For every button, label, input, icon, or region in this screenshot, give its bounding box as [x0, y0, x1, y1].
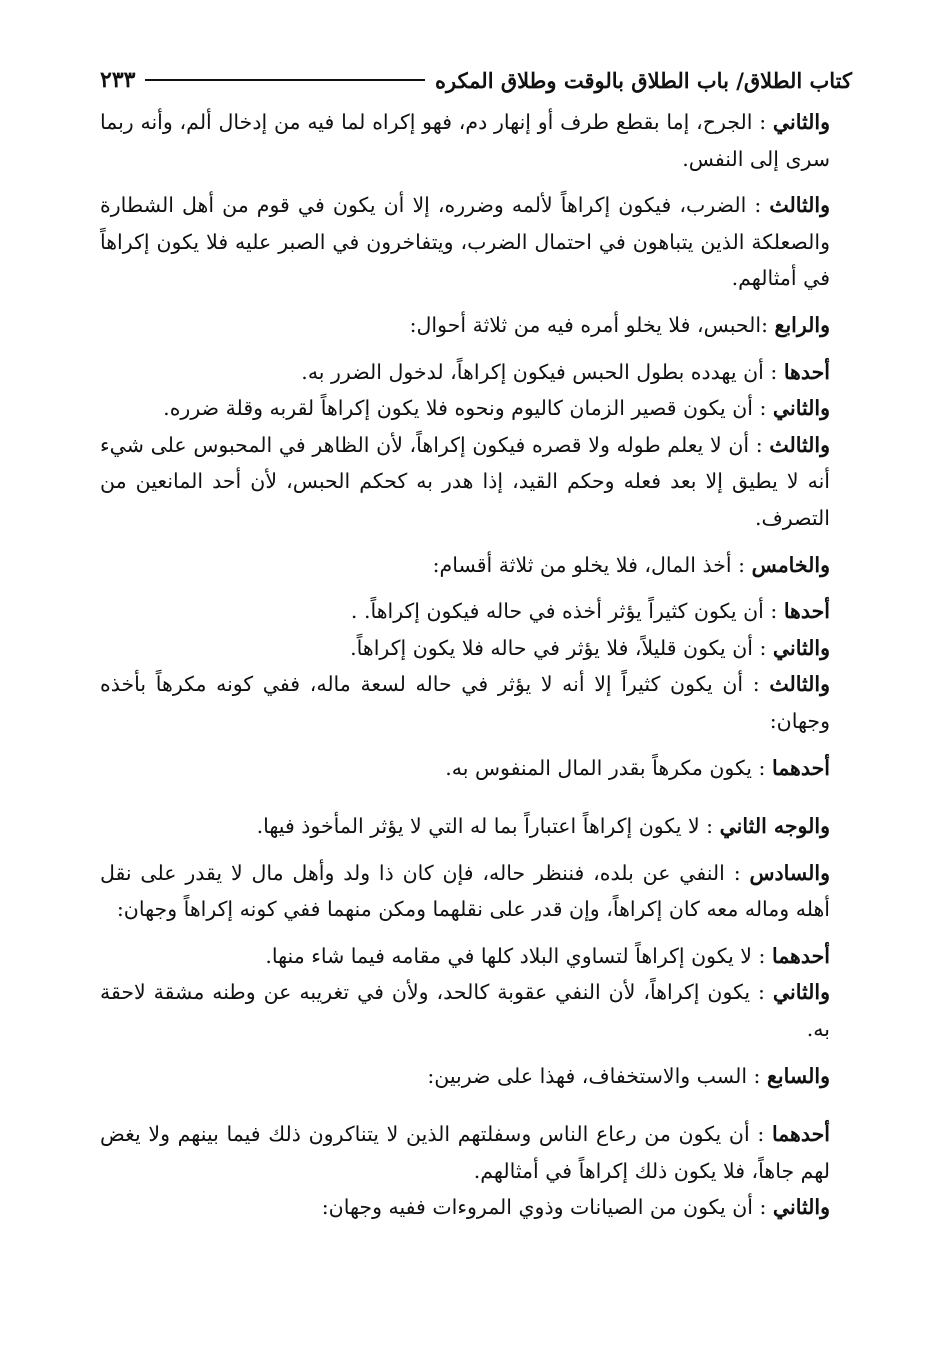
paragraph-text: : يكون إكراهاً، لأن النفي عقوبة كالحد، ولأن في تغريبه عن وطنه مشقة لاحقة به. — [100, 980, 830, 1042]
paragraph-label: أحدها — [783, 599, 830, 624]
paragraph-label: والسادس — [749, 860, 830, 885]
paragraph-label: والثاني — [772, 110, 830, 134]
paragraph-label: أحدهما — [771, 943, 830, 968]
paragraph-text: :الحبس، فلا يخلو أمره فيه من ثلاثة أحوال: — [409, 312, 768, 337]
paragraph-text: : يكون مكرهاً بقدر المال المنفوس به. — [445, 755, 766, 780]
paragraph-label: والوجه الثاني — [719, 814, 830, 839]
paragraph — [100, 1189, 852, 1226]
header-rule — [145, 79, 425, 81]
paragraph-label: والثاني — [772, 1195, 830, 1220]
paragraph — [100, 547, 852, 584]
paragraph — [100, 974, 852, 1047]
running-header — [100, 62, 852, 98]
paragraph — [100, 390, 852, 427]
paragraph-label: والرابع — [774, 312, 830, 337]
paragraph-text: : الجرح، إما بقطع طرف أو إنهار دم، فهو إكراه لما فيه من إدخال ألم، وأنه ربما سرى إلى النفس. — [100, 110, 830, 171]
paragraph — [100, 1116, 852, 1189]
paragraph — [100, 427, 852, 537]
paragraph — [100, 855, 852, 928]
paragraph-text: : السب والاستخفاف، فهذا على ضربين: — [427, 1063, 761, 1088]
paragraph-text: : النفي عن بلده، فننظر حاله، فإن كان ذا ولد وأهل مال لا يقدر على نقل أهله وماله معه كان إكراهاً، وإن قدر على نقلهما ومكن منهما ففي كونه إكراهاً وجهان: — [100, 860, 830, 922]
paragraph-text: : الضرب، فيكون إكراهاً لألمه وضرره، إلا أن يكون في قوم من أهل الشطارة والصعلكة الذين يتباهون في احتمال الضرب، ويتفاخرون في الصبر عليه فلا يكون إكراهاً في أمثالهم. — [100, 193, 830, 291]
paragraph-text: : أن يكون من رعاع الناس وسفلتهم الذين لا يتناكرون ذلك فيما بينهم ولا يغض لهم جاهاً، فلا يكون ذلك إكراهاً في أمثالهم. — [100, 1122, 830, 1183]
paragraph-label: أحدهما — [771, 755, 830, 780]
paragraph — [100, 750, 852, 787]
page-number: ٢٣٣ — [100, 67, 136, 93]
paragraph-text: : أخذ المال، فلا يخلو من ثلاثة أقسام: — [432, 552, 746, 577]
paragraph — [100, 593, 852, 630]
paragraph-label: والسابع — [767, 1063, 830, 1088]
paragraph — [100, 666, 852, 739]
paragraph-text: : أن يكون قصير الزمان كاليوم ونحوه فلا يكون إكراهاً لقربه وقلة ضرره. — [163, 396, 767, 421]
paragraph — [100, 938, 852, 975]
paragraph-text: : أن يهدده بطول الحبس فيكون إكراهاً، لدخول الضرر به. — [301, 359, 778, 384]
paragraph-text: : لا يكون إكراهاً اعتباراً بما له التي لا يؤثر المأخوذ فيها. — [256, 814, 714, 839]
paragraph-label: والثالث — [769, 193, 830, 218]
paragraph-label: والثالث — [769, 672, 830, 697]
paragraph — [100, 808, 852, 845]
paragraph-label: والثالث — [769, 432, 830, 457]
paragraph-text: : أن يكون كثيراً إلا أنه لا يؤثر في حاله لسعة ماله، ففي كونه مكرهاً بأخذه وجهان: — [100, 672, 830, 733]
paragraph-label: والثاني — [772, 396, 830, 421]
paragraph — [100, 1058, 852, 1095]
paragraph — [100, 104, 852, 177]
paragraph — [100, 354, 852, 391]
paragraph-text: : أن لا يعلم طوله ولا قصره فيكون إكراهاً، لأن الظاهر في المحبوس على شيء أنه لا يطيق إلا بعد فعله وحكم القيد، إذا هدر به كحكم الحبس، لأن أحد المانعين من التصرف. — [100, 432, 830, 530]
paragraph — [100, 307, 852, 344]
paragraph-label: والثاني — [772, 980, 830, 1005]
paragraph — [100, 187, 852, 297]
paragraph-label: والثاني — [772, 635, 830, 660]
chapter-title: كتاب الطلاق/ باب الطلاق بالوقت وطلاق المكره — [434, 67, 852, 93]
paragraph — [100, 630, 852, 667]
paragraph-text: : أن يكون كثيراً يؤثر أخذه في حاله فيكون إكراهاً. . — [350, 599, 778, 624]
paragraph-text: : أن يكون قليلاً، فلا يؤثر في حاله فلا يكون إكراهاً. — [350, 635, 767, 660]
paragraph-label: أحدهما — [771, 1122, 830, 1147]
paragraph-label: أحدها — [783, 359, 830, 384]
paragraph-label: والخامس — [751, 552, 830, 577]
paragraph-text: : أن يكون من الصيانات وذوي المروءات ففيه وجهان: — [321, 1195, 767, 1220]
page-body — [100, 104, 852, 1226]
paragraph-text: : لا يكون إكراهاً لتساوي البلاد كلها في مقامه فيما شاء منها. — [265, 943, 766, 968]
